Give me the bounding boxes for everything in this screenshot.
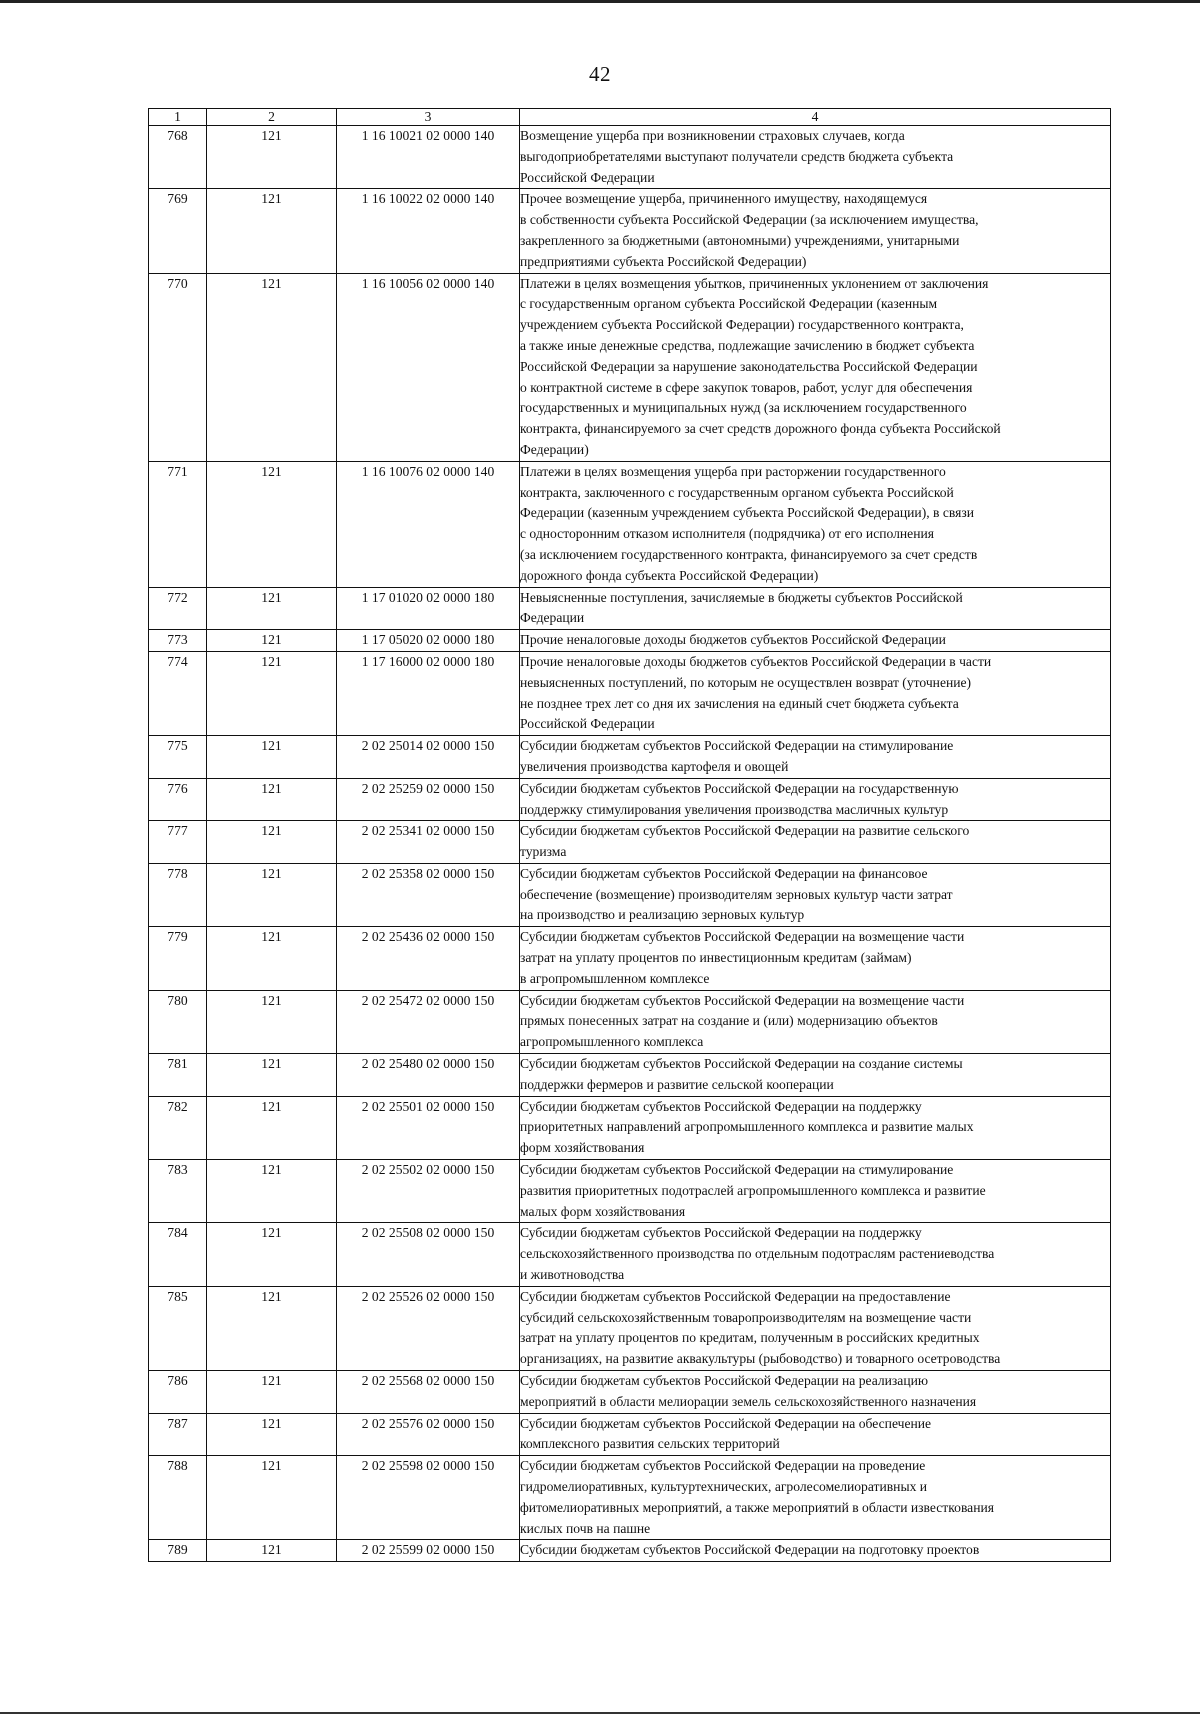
budget-classification-code-cell: 1 17 01020 02 0000 180 [337, 587, 520, 630]
budget-classification-code-cell: 2 02 25014 02 0000 150 [337, 736, 520, 779]
revenue-name-line: Прочие неналоговые доходы бюджетов субъектов Российской Федерации [520, 632, 946, 648]
row-number-cell: 782 [149, 1096, 207, 1159]
budget-classification-code-cell: 2 02 25526 02 0000 150 [337, 1286, 520, 1370]
revenue-name-line: Субсидии бюджетам субъектов Российской Федерации на стимулирование [520, 738, 954, 754]
revenue-name-cell [520, 990, 1111, 1053]
revenue-name-line: и животноводства [520, 1267, 625, 1283]
administrator-code-cell: 121 [207, 778, 337, 821]
table-row [149, 821, 1111, 864]
revenue-name-cell [520, 927, 1111, 990]
administrator-code-cell: 121 [207, 736, 337, 779]
budget-classification-code-cell: 2 02 25358 02 0000 150 [337, 863, 520, 926]
revenue-name-line: поддержку стимулирования увеличения производства масличных культур [520, 801, 949, 817]
budget-classification-code-cell: 1 16 10076 02 0000 140 [337, 461, 520, 587]
row-number-cell: 778 [149, 863, 207, 926]
administrator-code-cell: 121 [207, 927, 337, 990]
row-number-cell: 777 [149, 821, 207, 864]
revenue-name-line: фитомелиоративных мероприятий, а также мероприятий в области известкования [520, 1499, 995, 1515]
row-number-cell: 775 [149, 736, 207, 779]
revenue-name-line: Федерации [520, 610, 585, 626]
revenue-name-cell [520, 126, 1111, 189]
row-number-cell: 780 [149, 990, 207, 1053]
revenue-name-line: Платежи в целях возмещения убытков, причиненных уклонением от заключения [520, 275, 989, 291]
revenue-name-line: дорожного фонда субъекта Российской Федерации) [520, 567, 819, 583]
revenue-name-line: затрат на уплату процентов по кредитам, полученным в российских кредитных [520, 1330, 980, 1346]
budget-classification-code-cell: 2 02 25568 02 0000 150 [337, 1371, 520, 1414]
revenue-name-line: Субсидии бюджетам субъектов Российской Федерации на стимулирование [520, 1162, 954, 1178]
revenue-name-line: государственных и муниципальных нужд (за исключением государственного [520, 400, 967, 416]
revenue-name-cell [520, 651, 1111, 735]
administrator-code-cell: 121 [207, 1223, 337, 1286]
revenue-name-line: Субсидии бюджетам субъектов Российской Федерации на поддержку [520, 1098, 922, 1114]
row-number-cell: 784 [149, 1223, 207, 1286]
revenue-name-line: с односторонним отказом исполнителя (подрядчика) от его исполнения [520, 526, 935, 542]
revenue-name-cell [520, 863, 1111, 926]
table-row [149, 1540, 1111, 1562]
revenue-name-cell [520, 587, 1111, 630]
revenue-name-cell [520, 1160, 1111, 1223]
revenue-name-line: Субсидии бюджетам субъектов Российской Федерации на финансовое [520, 865, 928, 881]
administrator-code-cell: 121 [207, 273, 337, 461]
revenue-name-line: Субсидии бюджетам субъектов Российской Федерации на государственную [520, 780, 959, 796]
administrator-code-cell: 121 [207, 126, 337, 189]
revenue-name-cell [520, 736, 1111, 779]
revenue-name-line: невыясненных поступлений, по которым не осуществлен возврат (уточнение) [520, 674, 972, 690]
budget-classification-code-cell: 1 16 10022 02 0000 140 [337, 189, 520, 273]
table-row [149, 1160, 1111, 1223]
revenue-name-line: сельскохозяйственного производства по отдельным подотраслям растениеводства [520, 1246, 995, 1262]
administrator-code-cell: 121 [207, 189, 337, 273]
administrator-code-cell: 121 [207, 1456, 337, 1540]
revenue-name-line: развития приоритетных подотраслей агропромышленного комплекса и развитие [520, 1182, 986, 1198]
revenue-name-cell [520, 1223, 1111, 1286]
revenue-name-line: Прочее возмещение ущерба, причиненного имуществу, находящемуся [520, 191, 928, 207]
budget-classification-code-cell: 2 02 25508 02 0000 150 [337, 1223, 520, 1286]
budget-classification-code-cell: 1 17 16000 02 0000 180 [337, 651, 520, 735]
revenue-name-line: а также иные денежные средства, подлежащие зачислению в бюджет субъекта [520, 337, 975, 353]
table-row [149, 990, 1111, 1053]
administrator-code-cell: 121 [207, 461, 337, 587]
revenue-name-line: Возмещение ущерба при возникновении страховых случаев, когда [520, 128, 905, 143]
scan-edge-top [0, 0, 1200, 3]
row-number-cell: 772 [149, 587, 207, 630]
revenue-name-line: контракта, заключенного с государственным органом субъекта Российской [520, 484, 954, 500]
row-number-cell: 786 [149, 1371, 207, 1414]
revenue-name-line: не позднее трех лет со дня их зачисления на единый счет бюджета субъекта [520, 695, 959, 711]
revenue-name-cell [520, 1456, 1111, 1540]
scan-edge-bottom [0, 1712, 1200, 1714]
column-number-row [149, 109, 1111, 126]
column-header: 3 [337, 109, 520, 126]
table-row [149, 1456, 1111, 1540]
revenue-name-cell [520, 1371, 1111, 1414]
revenue-name-line: (за исключением государственного контракта, финансируемого за счет средств [520, 546, 978, 562]
budget-classification-code-cell: 2 02 25472 02 0000 150 [337, 990, 520, 1053]
revenue-name-line: выгодоприобретателями выступают получатели средств бюджета субъекта [520, 148, 954, 164]
table-row [149, 651, 1111, 735]
revenue-name-line: мероприятий в области мелиорации земель сельскохозяйственного назначения [520, 1393, 977, 1409]
revenue-name-cell [520, 1540, 1111, 1562]
revenue-name-line: приоритетных направлений агропромышленного комплекса и развитие малых [520, 1119, 974, 1135]
row-number-cell: 787 [149, 1413, 207, 1456]
page-number: 42 [589, 62, 611, 86]
revenue-name-line: в собственности субъекта Российской Федерации (за исключением имущества, [520, 212, 979, 228]
revenue-name-line: агропромышленного комплекса [520, 1034, 704, 1050]
revenue-name-line: Российской Федерации [520, 716, 655, 732]
revenue-name-line: Федерации) [520, 441, 589, 457]
revenue-name-line: на производство и реализацию зерновых культур [520, 907, 805, 923]
revenue-name-line: форм хозяйствования [520, 1140, 645, 1156]
budget-classification-code-cell: 1 16 10056 02 0000 140 [337, 273, 520, 461]
revenue-name-line: предприятиями субъекта Российской Федерации) [520, 253, 807, 269]
table-row [149, 1413, 1111, 1456]
administrator-code-cell: 121 [207, 1160, 337, 1223]
revenue-name-line: организациях, на развитие аквакультуры (рыбоводство) и товарного осетроводства [520, 1351, 1001, 1367]
revenue-name-line: Субсидии бюджетам субъектов Российской Федерации на подготовку проектов [520, 1542, 980, 1558]
table-row [149, 736, 1111, 779]
table-row [149, 863, 1111, 926]
revenue-name-line: туризма [520, 844, 567, 860]
revenue-name-cell [520, 630, 1111, 652]
row-number-cell: 779 [149, 927, 207, 990]
administrator-code-cell: 121 [207, 651, 337, 735]
table-row [149, 1054, 1111, 1097]
row-number-cell: 781 [149, 1054, 207, 1097]
budget-classification-code-cell: 2 02 25501 02 0000 150 [337, 1096, 520, 1159]
revenue-name-cell [520, 1096, 1111, 1159]
administrator-code-cell: 121 [207, 1540, 337, 1562]
revenue-name-cell [520, 461, 1111, 587]
table-row [149, 630, 1111, 652]
revenue-name-cell [520, 1054, 1111, 1097]
budget-classification-code-cell: 2 02 25259 02 0000 150 [337, 778, 520, 821]
table-row [149, 126, 1111, 189]
table-row [149, 1223, 1111, 1286]
table-row [149, 273, 1111, 461]
revenue-name-line: Федерации (казенным учреждением субъекта Российской Федерации), в связи [520, 505, 975, 521]
revenue-name-line: Субсидии бюджетам субъектов Российской Федерации на реализацию [520, 1373, 929, 1389]
revenue-name-cell [520, 1413, 1111, 1456]
budget-classification-code-cell: 1 17 05020 02 0000 180 [337, 630, 520, 652]
revenue-name-line: малых форм хозяйствования [520, 1203, 686, 1219]
table-row [149, 927, 1111, 990]
row-number-cell: 788 [149, 1456, 207, 1540]
row-number-cell: 774 [149, 651, 207, 735]
table-row [149, 1096, 1111, 1159]
revenue-name-line: Невыясненные поступления, зачисляемые в бюджеты субъектов Российской [520, 589, 963, 605]
administrator-code-cell: 121 [207, 1371, 337, 1414]
revenue-name-line: Субсидии бюджетам субъектов Российской Федерации на возмещение части [520, 992, 965, 1008]
revenue-name-line: гидромелиоративных, культуртехнических, агролесомелиоративных и [520, 1479, 928, 1494]
revenue-name-cell [520, 778, 1111, 821]
table-row [149, 189, 1111, 273]
budget-classification-code-cell: 2 02 25599 02 0000 150 [337, 1540, 520, 1562]
administrator-code-cell: 121 [207, 990, 337, 1053]
column-header: 4 [520, 109, 1111, 126]
administrator-code-cell: 121 [207, 821, 337, 864]
administrator-code-cell: 121 [207, 1413, 337, 1456]
row-number-cell: 776 [149, 778, 207, 821]
row-number-cell: 785 [149, 1286, 207, 1370]
revenue-name-line: прямых понесенных затрат на создание и (или) модернизацию объектов [520, 1013, 938, 1029]
column-header: 2 [207, 109, 337, 126]
budget-classification-code-cell: 2 02 25436 02 0000 150 [337, 927, 520, 990]
revenue-codes-table [148, 108, 1111, 1562]
table-row [149, 461, 1111, 587]
administrator-code-cell: 121 [207, 587, 337, 630]
column-header: 1 [149, 109, 207, 126]
revenue-name-line: Платежи в целях возмещения ущерба при расторжении государственного [520, 463, 946, 479]
budget-classification-code-cell: 2 02 25480 02 0000 150 [337, 1054, 520, 1097]
row-number-cell: 769 [149, 189, 207, 273]
budget-classification-code-cell: 2 02 25341 02 0000 150 [337, 821, 520, 864]
row-number-cell: 768 [149, 126, 207, 189]
revenue-name-line: комплексного развития сельских территорий [520, 1436, 780, 1452]
revenue-name-line: Субсидии бюджетам субъектов Российской Федерации на возмещение части [520, 929, 965, 945]
row-number-cell: 789 [149, 1540, 207, 1562]
revenue-name-cell [520, 273, 1111, 461]
revenue-name-line: Субсидии бюджетам субъектов Российской Федерации на предоставление [520, 1288, 951, 1304]
revenue-name-line: кислых почв на пашне [520, 1520, 651, 1536]
revenue-name-line: Российской Федерации за нарушение законодательства Российской Федерации [520, 358, 978, 374]
revenue-name-line: поддержки фермеров и развитие сельской кооперации [520, 1076, 834, 1092]
revenue-name-line: увеличения производства картофеля и овощей [520, 758, 789, 774]
revenue-name-line: с государственным органом субъекта Российской Федерации (казенным [520, 296, 938, 312]
revenue-name-line: Субсидии бюджетам субъектов Российской Федерации на обеспечение [520, 1415, 932, 1431]
row-number-cell: 783 [149, 1160, 207, 1223]
revenue-name-line: контракта, финансируемого за счет средств дорожного фонда субъекта Российской [520, 421, 1001, 437]
administrator-code-cell: 121 [207, 1054, 337, 1097]
revenue-name-line: Прочие неналоговые доходы бюджетов субъектов Российской Федерации в части [520, 653, 992, 669]
table-row [149, 778, 1111, 821]
budget-classification-code-cell: 1 16 10021 02 0000 140 [337, 126, 520, 189]
revenue-name-cell [520, 189, 1111, 273]
administrator-code-cell: 121 [207, 1096, 337, 1159]
row-number-cell: 773 [149, 630, 207, 652]
revenue-name-cell [520, 821, 1111, 864]
revenue-name-line: Субсидии бюджетам субъектов Российской Федерации на проведение [520, 1458, 926, 1474]
budget-classification-code-cell: 2 02 25576 02 0000 150 [337, 1413, 520, 1456]
revenue-name-line: Субсидии бюджетам субъектов Российской Федерации на поддержку [520, 1225, 922, 1241]
administrator-code-cell: 121 [207, 1286, 337, 1370]
revenue-name-line: Субсидии бюджетам субъектов Российской Федерации на создание системы [520, 1056, 963, 1072]
table-row [149, 1371, 1111, 1414]
budget-classification-code-cell: 2 02 25598 02 0000 150 [337, 1456, 520, 1540]
revenue-name-line: в агропромышленном комплексе [520, 970, 710, 986]
table-row [149, 587, 1111, 630]
administrator-code-cell: 121 [207, 630, 337, 652]
revenue-name-line: Субсидии бюджетам субъектов Российской Федерации на развитие сельского [520, 823, 970, 839]
budget-classification-code-cell: 2 02 25502 02 0000 150 [337, 1160, 520, 1223]
revenue-name-line: о контрактной системе в сфере закупок товаров, работ, услуг для обеспечения [520, 379, 973, 395]
revenue-name-line: субсидий сельскохозяйственным товаропроизводителям на возмещение части [520, 1309, 972, 1325]
revenue-name-line: затрат на уплату процентов по инвестиционным кредитам (займам) [520, 950, 912, 966]
revenue-name-cell [520, 1286, 1111, 1370]
revenue-name-line: Российской Федерации [520, 169, 655, 185]
row-number-cell: 771 [149, 461, 207, 587]
revenue-name-line: обеспечение (возмещение) производителям зерновых культур части затрат [520, 886, 953, 902]
administrator-code-cell: 121 [207, 863, 337, 926]
revenue-name-line: учреждением субъекта Российской Федерации) государственного контракта, [520, 317, 964, 333]
row-number-cell: 770 [149, 273, 207, 461]
revenue-name-line: закрепленного за бюджетными (автономными) учреждениями, унитарными [520, 232, 960, 248]
table-row [149, 1286, 1111, 1370]
